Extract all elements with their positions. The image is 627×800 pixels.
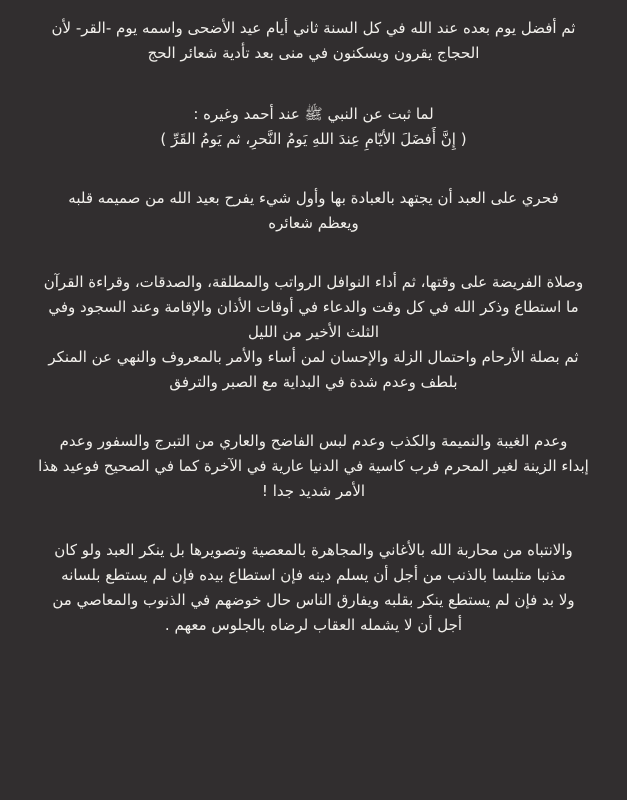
text-line: إبداء الزينة لغير المحرم فرب كاسية في الدنيا عارية في الآخرة كما في الصحيح فوعيد هذا bbox=[38, 457, 589, 475]
text-line: ويعظم شعائره bbox=[268, 214, 359, 232]
text-line: والانتباه من محاربة الله بالأغاني والمجاهرة بالمعصية وتصويرها بل ينكر العبد ولو كان bbox=[54, 541, 573, 559]
paragraph-hadith bbox=[14, 102, 613, 152]
text-line: لما ثبت عن النبي ﷺ عند أحمد وغيره : bbox=[193, 105, 434, 123]
text-line: أجل أن لا يشمله العقاب لرضاه بالجلوس معهم . bbox=[164, 616, 463, 634]
paragraph-gap bbox=[14, 504, 613, 538]
text-line: فحري على العبد أن يجتهد بالعبادة بها وأول شيء يفرح بعيد الله من صميمه قلبه bbox=[68, 189, 559, 207]
paragraph-worship bbox=[14, 186, 613, 236]
text-line: ولا بد فإن لم يستطع ينكر بقلبه ويفارق الناس حال خوضهم في الذنوب والمعاصي من bbox=[52, 591, 575, 609]
text-line: وعدم الغيبة والنميمة والكذب وعدم لبس الفاضح والعاري من التبرج والسفور وعدم bbox=[59, 432, 568, 450]
text-line: بلطف وعدم شدة في البداية مع الصبر والترفق bbox=[169, 373, 458, 391]
hadith-quote: ( إِنَّ أَفضَلَ الأيّامِ عِندَ اللهِ يَومُ النَّحرِ، ثم يَومُ القَرِّ ) bbox=[160, 130, 467, 148]
text-line: الثلث الأخير من الليل bbox=[247, 323, 380, 341]
text-line: ثم أفضل يوم بعده عند الله في كل السنة ثاني أيام عيد الأضحى واسمه يوم -القر- لأن bbox=[51, 19, 576, 37]
paragraph-gap bbox=[14, 66, 613, 96]
text-line: الأمر شديد جدا ! bbox=[261, 482, 366, 500]
paragraph-prohibitions bbox=[14, 429, 613, 504]
paragraph-gap bbox=[14, 395, 613, 429]
paragraph-best-day bbox=[14, 16, 613, 66]
text-line: مذنبا متلبسا بالذنب من أجل أن يسلم دينه فإن استطاع بيده فإن لم يستطع بلسانه bbox=[61, 566, 566, 584]
paragraph-warning bbox=[14, 538, 613, 638]
text-line: ما استطاع وذكر الله في كل وقت والدعاء في أوقات الأذان والإقامة وعند السجود وفي bbox=[48, 298, 579, 316]
paragraph-deeds bbox=[14, 270, 613, 395]
paragraph-gap bbox=[14, 152, 613, 186]
text-line: ثم بصلة الأرحام واحتمال الزلة والإحسان لمن أساء والأمر بالمعروف والنهي عن المنكر bbox=[48, 348, 579, 366]
paragraph-gap bbox=[14, 236, 613, 270]
text-line: الحجاج يقرون ويسكنون في منى بعد تأدية شعائر الحج bbox=[147, 44, 480, 62]
text-line: وصلاة الفريضة على وقتها، ثم أداء النوافل الرواتب والمطلقة، والصدقات، وقراءة القرآن bbox=[43, 273, 584, 291]
